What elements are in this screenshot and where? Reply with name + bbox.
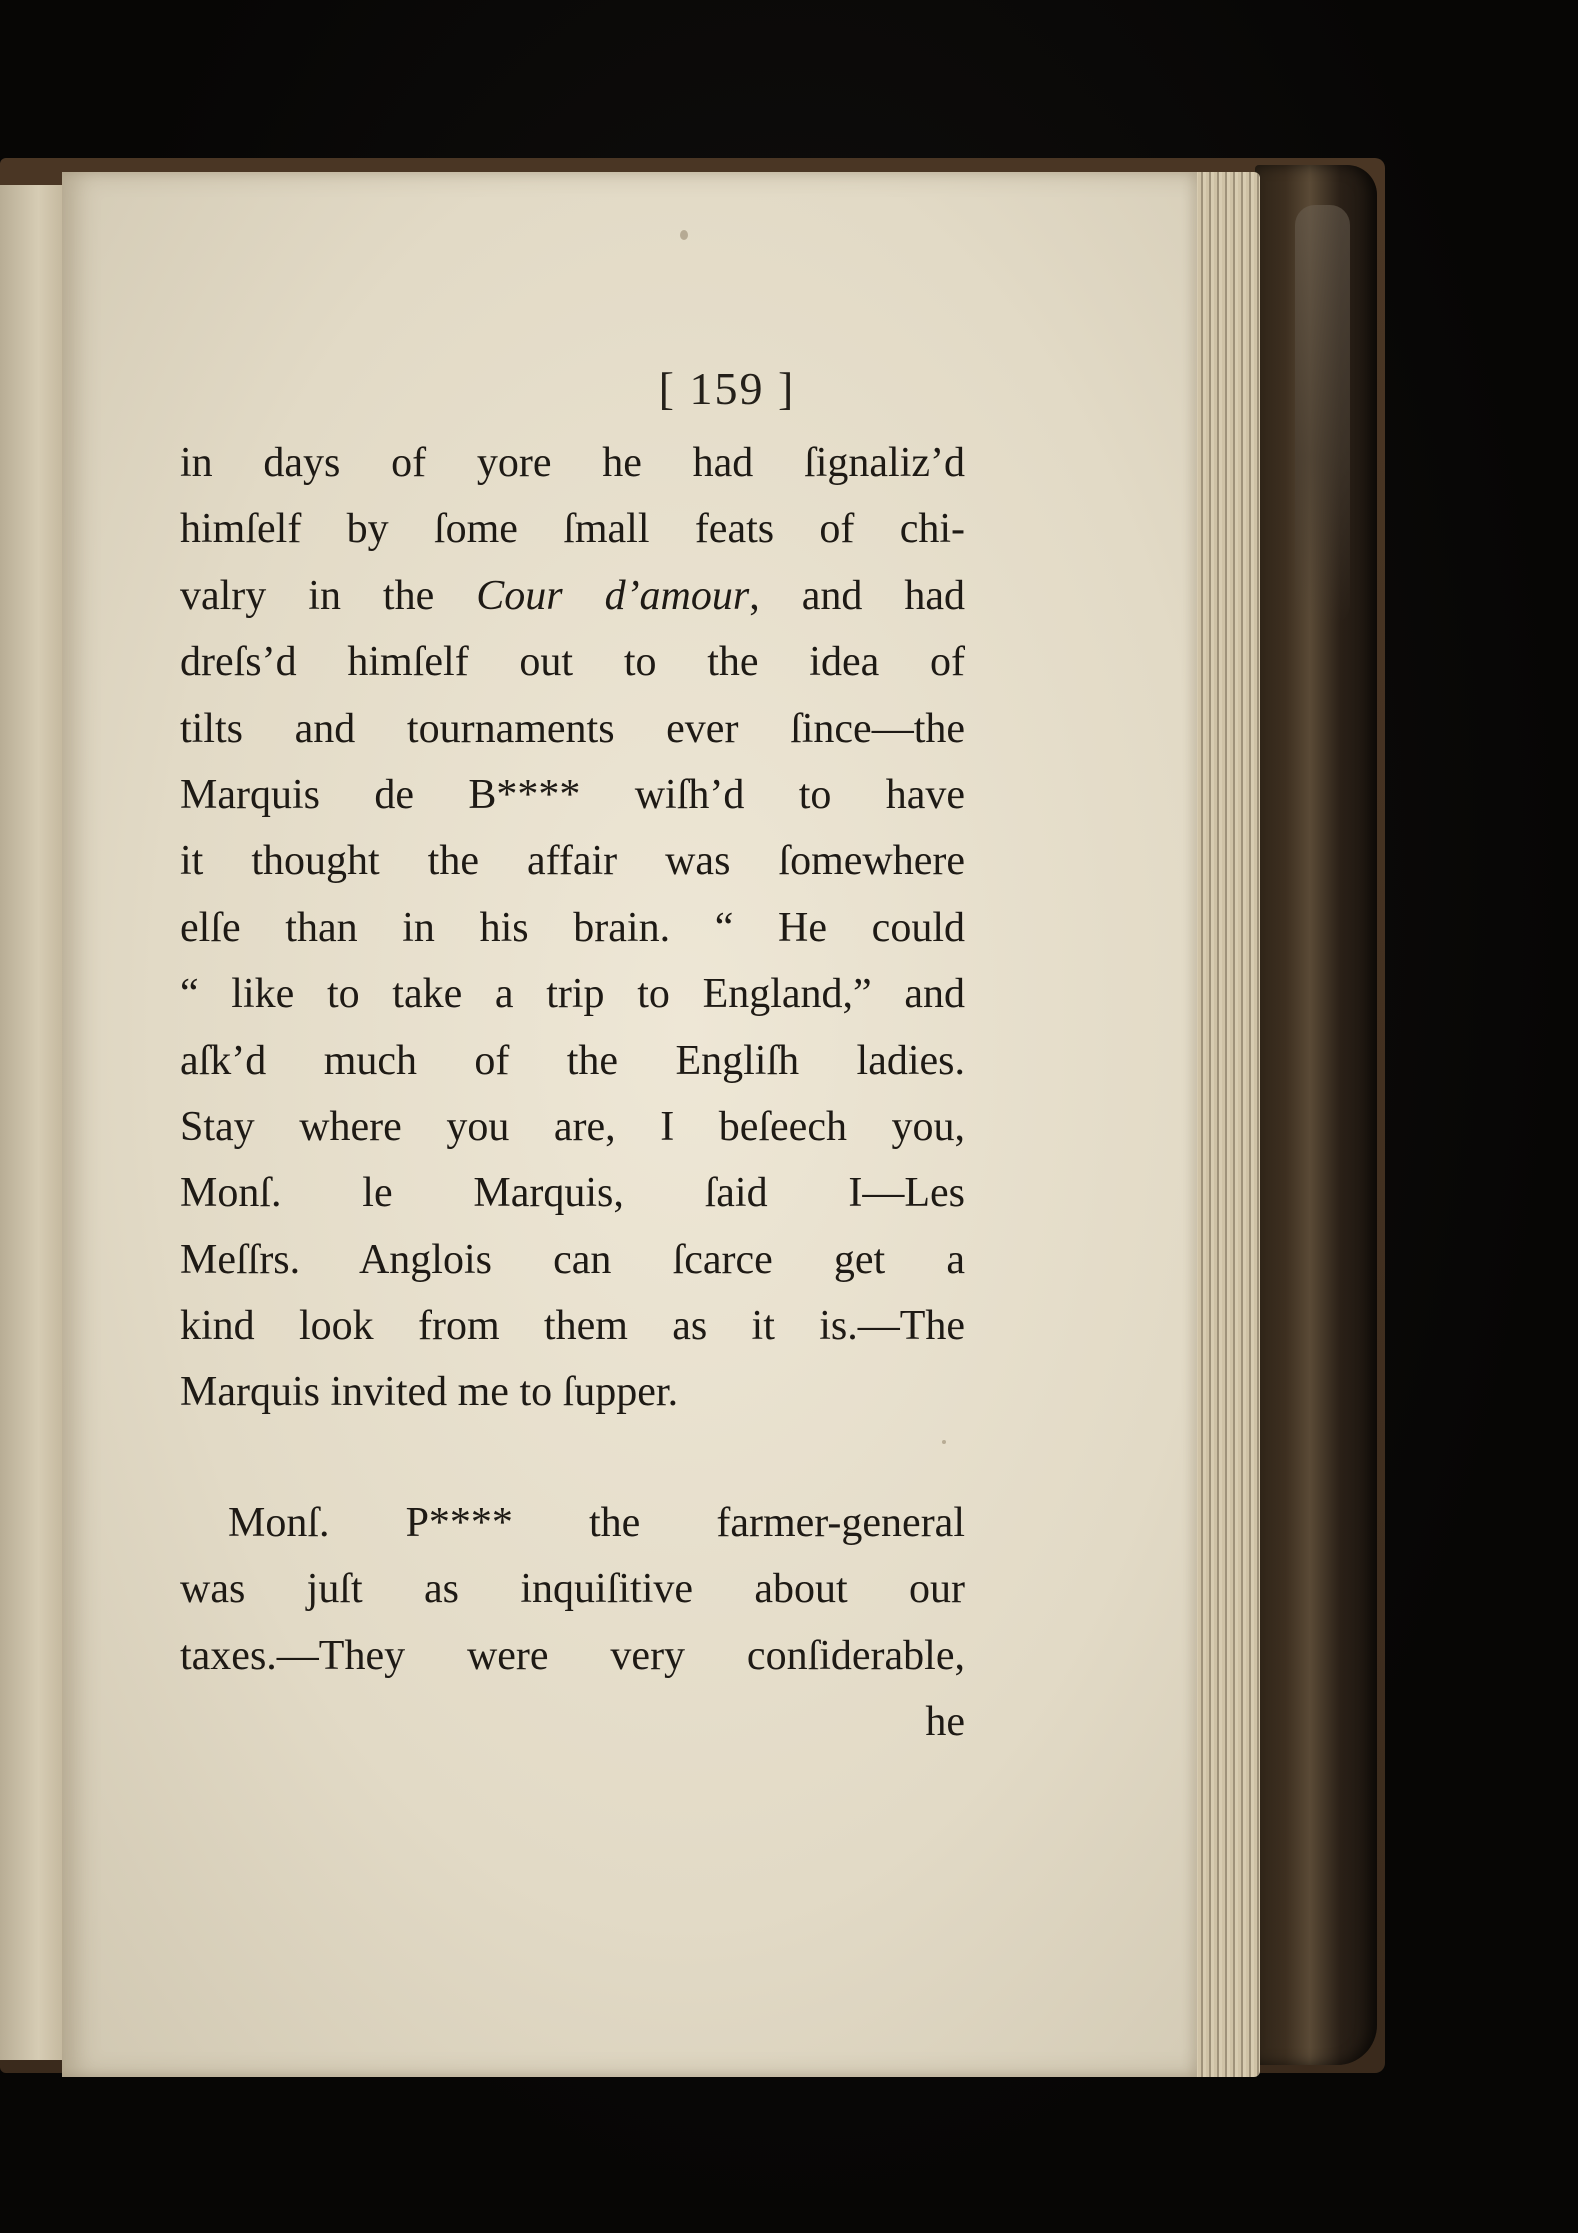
text-line: valry in the Cour d’amour, and had [180,572,965,619]
text-line: aſk’d much of the Engliſh ladies. [180,1037,965,1084]
text-line: was juſt as inquiſitive about our [180,1566,965,1613]
paragraph-gap [180,1426,965,1490]
page-text [180,430,965,1755]
text-line: Monſ. P**** the farmer-general [228,1499,965,1546]
page-edges [1190,172,1260,2077]
text-line: Marquis de B**** wiſh’d to have [180,771,965,818]
cover-wear [1295,205,1350,625]
catchword: he [925,1699,965,1746]
text-line: it thought the affair was ſomewhere [180,838,965,885]
paper-speck [680,230,688,240]
text-line: Monſ. le Marquis, ſaid I—Les [180,1170,965,1217]
page-number: [ 159 ] [658,363,796,414]
text-line: “ like to take a trip to England,” and [180,971,965,1018]
book-cover-edge [1255,165,1377,2065]
text-line: Marquis invited me to ſupper. [180,1369,679,1416]
text-line: kind look from them as it is.—The [180,1303,965,1350]
text-line: elſe than in his brain. “ He could [180,904,965,951]
left-page-edge [0,185,67,2060]
text-line: Meſſrs. Anglois can ſcarce get a [180,1236,965,1283]
text-line: dreſs’d himſelf out to the idea of [180,639,965,686]
text-line: himſelf by ſome ſmall feats of chi- [180,506,965,553]
text-line: tilts and tournaments ever ſince—the [180,705,965,752]
italic-phrase: Cour d’amour [476,572,750,619]
text-line: in days of yore he had ſignaliz’d [180,440,965,486]
text-line: taxes.—They were very conſiderable, [180,1632,965,1679]
text-line: Stay where you are, I beſeech you, [180,1103,965,1150]
